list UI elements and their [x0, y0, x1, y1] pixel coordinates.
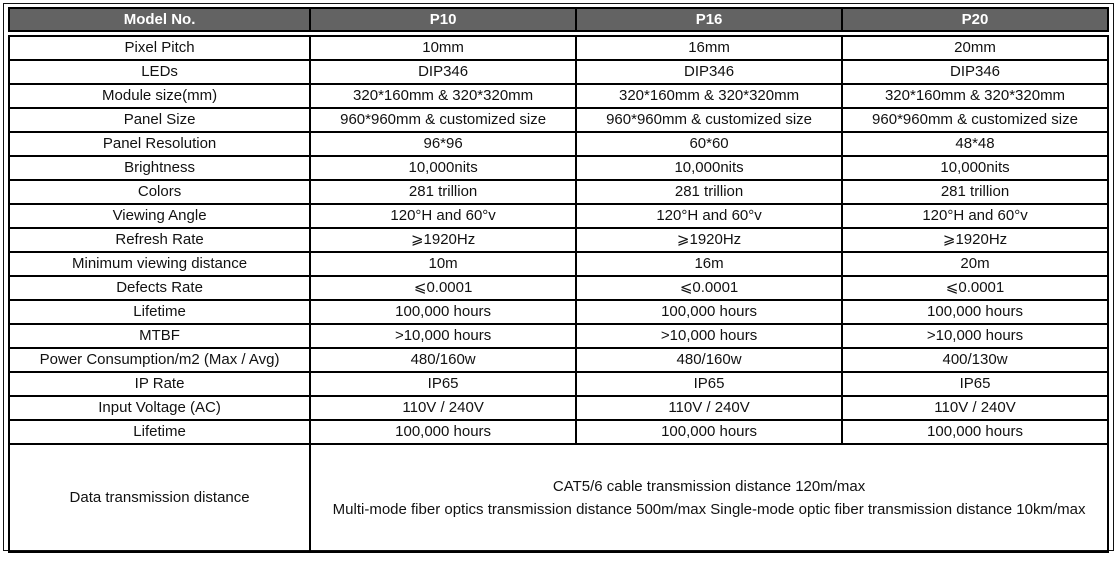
spec-row-min-viewing-distance [9, 252, 1108, 276]
spec-value-p16: 16m [576, 252, 842, 276]
spec-sheet [3, 3, 1114, 551]
spec-value-p20: 20mm [842, 36, 1108, 60]
spec-value-p10: ⩾1920Hz [310, 228, 576, 252]
spec-header-table [8, 7, 1109, 32]
spec-row-colors [9, 180, 1108, 204]
spec-row-lifetime-1 [9, 300, 1108, 324]
data-transmission-label: Data transmission distance [9, 444, 310, 552]
spec-value-p16: 120°H and 60°v [576, 204, 842, 228]
spec-row-data-transmission [9, 444, 1108, 552]
spec-value-p10: 10,000nits [310, 156, 576, 180]
spec-row-module-size [9, 84, 1108, 108]
spec-label: Viewing Angle [9, 204, 310, 228]
spec-value-p20: 100,000 hours [842, 300, 1108, 324]
header-col-p10: P10 [310, 8, 576, 31]
spec-label: Module size(mm) [9, 84, 310, 108]
spec-row-power-consumption [9, 348, 1108, 372]
spec-value-p20: 48*48 [842, 132, 1108, 156]
spec-row-viewing-angle [9, 204, 1108, 228]
spec-value-p20: 281 trillion [842, 180, 1108, 204]
header-col-p20: P20 [842, 8, 1108, 31]
spec-row-panel-size [9, 108, 1108, 132]
spec-row-defects-rate [9, 276, 1108, 300]
spec-value-p20: ⩽0.0001 [842, 276, 1108, 300]
spec-value-p16: 10,000nits [576, 156, 842, 180]
spec-value-p20: ⩾1920Hz [842, 228, 1108, 252]
spec-row-pixel-pitch [9, 36, 1108, 60]
spec-row-ip-rate [9, 372, 1108, 396]
spec-label: MTBF [9, 324, 310, 348]
spec-row-input-voltage [9, 396, 1108, 420]
spec-value-p20: 100,000 hours [842, 420, 1108, 444]
data-transmission-text [329, 475, 1089, 522]
spec-label: Brightness [9, 156, 310, 180]
header-model-no: Model No. [9, 8, 310, 31]
spec-row-panel-resolution [9, 132, 1108, 156]
spec-label: Panel Resolution [9, 132, 310, 156]
spec-label: Minimum viewing distance [9, 252, 310, 276]
spec-value-p16: IP65 [576, 372, 842, 396]
spec-label: IP Rate [9, 372, 310, 396]
spec-value-p16: 480/160w [576, 348, 842, 372]
header-col-p16: P16 [576, 8, 842, 31]
spec-value-p10: 100,000 hours [310, 420, 576, 444]
spec-value-p20: 960*960mm & customized size [842, 108, 1108, 132]
spec-value-p16: ⩽0.0001 [576, 276, 842, 300]
spec-label: Lifetime [9, 420, 310, 444]
spec-value-p10: 960*960mm & customized size [310, 108, 576, 132]
spec-value-p10: 281 trillion [310, 180, 576, 204]
spec-value-p20: IP65 [842, 372, 1108, 396]
spec-value-p10: 100,000 hours [310, 300, 576, 324]
spec-value-p16: ⩾1920Hz [576, 228, 842, 252]
spec-value-p16: 100,000 hours [576, 300, 842, 324]
spec-row-brightness [9, 156, 1108, 180]
spec-value-p10: 120°H and 60°v [310, 204, 576, 228]
spec-body-table [8, 35, 1109, 553]
spec-value-p16: 281 trillion [576, 180, 842, 204]
spec-value-p20: 320*160mm & 320*320mm [842, 84, 1108, 108]
spec-value-p10: 480/160w [310, 348, 576, 372]
spec-value-p10: DIP346 [310, 60, 576, 84]
spec-label: Defects Rate [9, 276, 310, 300]
spec-value-p10: 110V / 240V [310, 396, 576, 420]
spec-label: Colors [9, 180, 310, 204]
spec-value-p16: 320*160mm & 320*320mm [576, 84, 842, 108]
spec-value-p16: 960*960mm & customized size [576, 108, 842, 132]
spec-value-p20: 120°H and 60°v [842, 204, 1108, 228]
spec-value-p16: 110V / 240V [576, 396, 842, 420]
spec-label: Refresh Rate [9, 228, 310, 252]
spec-label: Panel Size [9, 108, 310, 132]
spec-row-refresh-rate [9, 228, 1108, 252]
spec-value-p16: 60*60 [576, 132, 842, 156]
data-transmission-line-2: Multi-mode fiber optics transmission distance 500m/max Single-mode optic fiber transmission distance 10km/max [332, 501, 1086, 518]
spec-value-p20: 110V / 240V [842, 396, 1108, 420]
spec-label: LEDs [9, 60, 310, 84]
spec-value-p16: >10,000 hours [576, 324, 842, 348]
spec-value-p20: 400/130w [842, 348, 1108, 372]
spec-label: Input Voltage (AC) [9, 396, 310, 420]
spec-value-p16: 16mm [576, 36, 842, 60]
spec-value-p16: DIP346 [576, 60, 842, 84]
spec-value-p10: 320*160mm & 320*320mm [310, 84, 576, 108]
spec-value-p20: DIP346 [842, 60, 1108, 84]
spec-value-p10: 10m [310, 252, 576, 276]
header-row [9, 8, 1108, 31]
spec-label: Lifetime [9, 300, 310, 324]
spec-value-p10: IP65 [310, 372, 576, 396]
spec-value-p10: 96*96 [310, 132, 576, 156]
spec-value-p20: 20m [842, 252, 1108, 276]
spec-row-mtbf [9, 324, 1108, 348]
spec-value-p10: 10mm [310, 36, 576, 60]
spec-label: Power Consumption/m2 (Max / Avg) [9, 348, 310, 372]
spec-value-p10: >10,000 hours [310, 324, 576, 348]
spec-row-lifetime-2 [9, 420, 1108, 444]
spec-value-p20: >10,000 hours [842, 324, 1108, 348]
spec-value-p16: 100,000 hours [576, 420, 842, 444]
data-transmission-line-1: CAT5/6 cable transmission distance 120m/max [552, 477, 866, 495]
data-transmission-value [310, 444, 1108, 552]
spec-label: Pixel Pitch [9, 36, 310, 60]
spec-value-p10: ⩽0.0001 [310, 276, 576, 300]
spec-row-leds [9, 60, 1108, 84]
spec-value-p20: 10,000nits [842, 156, 1108, 180]
